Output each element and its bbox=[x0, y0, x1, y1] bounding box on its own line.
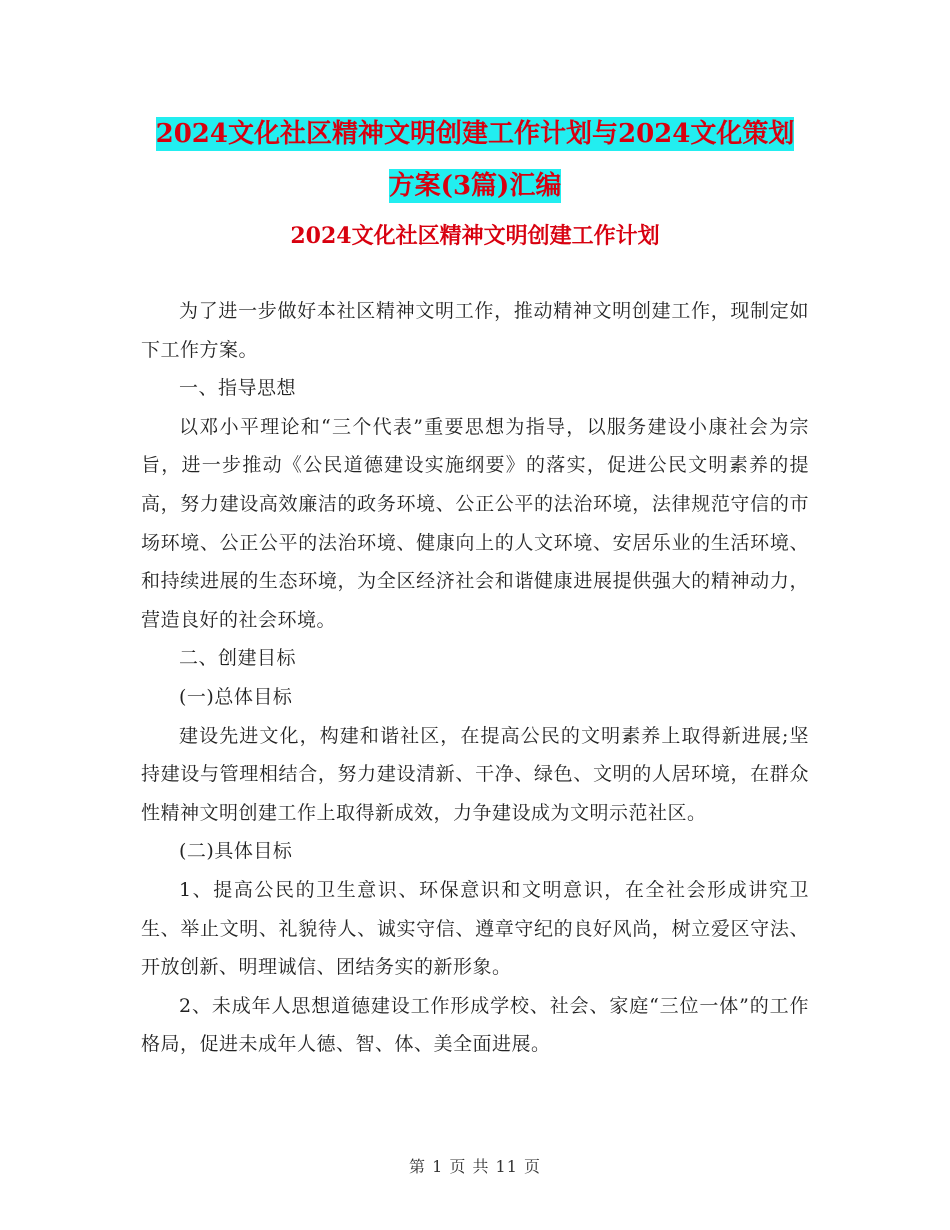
document-title bbox=[140, 108, 810, 212]
paragraph: 二、创建目标 bbox=[179, 647, 297, 670]
paragraph: 1、提高公民的卫生意识、环保意识和文明意识，在全社会形成讲究卫生、举止文明、礼貌待人、诚实守信、遵章守纪的良好风尚，树立爱区守法、开放创新、明理诚信、团结务实的新形象。 bbox=[141, 878, 809, 979]
paragraph: (一)总体目标 bbox=[179, 685, 293, 708]
section-title: 2024文化社区精神文明创建工作计划 bbox=[290, 223, 660, 249]
paragraph: 一、指导思想 bbox=[179, 377, 297, 400]
paragraph: 为了进一步做好本社区精神文明工作，推动精神文明创建工作，现制定如下工作方案。 bbox=[141, 300, 809, 361]
title-line-1: 2024文化社区精神文明创建工作计划与2024文化策划 bbox=[155, 119, 795, 149]
title-line-2: 方案(3篇)汇编 bbox=[388, 171, 562, 201]
paragraph: 2、未成年人思想道德建设工作形成学校、社会、家庭“三位一体”的工作格局，促进未成年人德、智、体、美全面进展。 bbox=[141, 994, 809, 1056]
paragraph: 以邓小平理论和“三个代表”重要思想为指导，以服务建设小康社会为宗旨，进一步推动《公民道德建设实施纲要》的落实，促进公民文明素养的提高，努力建设高效廉洁的政务环境、公正公平的法治环境，法律规范守信的市场环境、公正公平的法治环境、健康向上的人文环境、安居乐业的生活环境、和持续进展的生态环境，为全区经济社会和谐健康进展提供强大的精神动力，营造良好的社会环境。 bbox=[141, 415, 809, 631]
page-footer: 第 1 页 共 11 页 bbox=[409, 1157, 541, 1176]
document-body bbox=[141, 292, 809, 1064]
paragraph: 建设先进文化，构建和谐社区，在提高公民的文明素养上取得新进展;坚持建设与管理相结合，努力建设清新、干净、绿色、文明的人居环境，在群众性精神文明创建工作上取得新成效，力争建设成为文明示范社区。 bbox=[141, 724, 809, 824]
paragraph: (二)具体目标 bbox=[179, 840, 293, 863]
